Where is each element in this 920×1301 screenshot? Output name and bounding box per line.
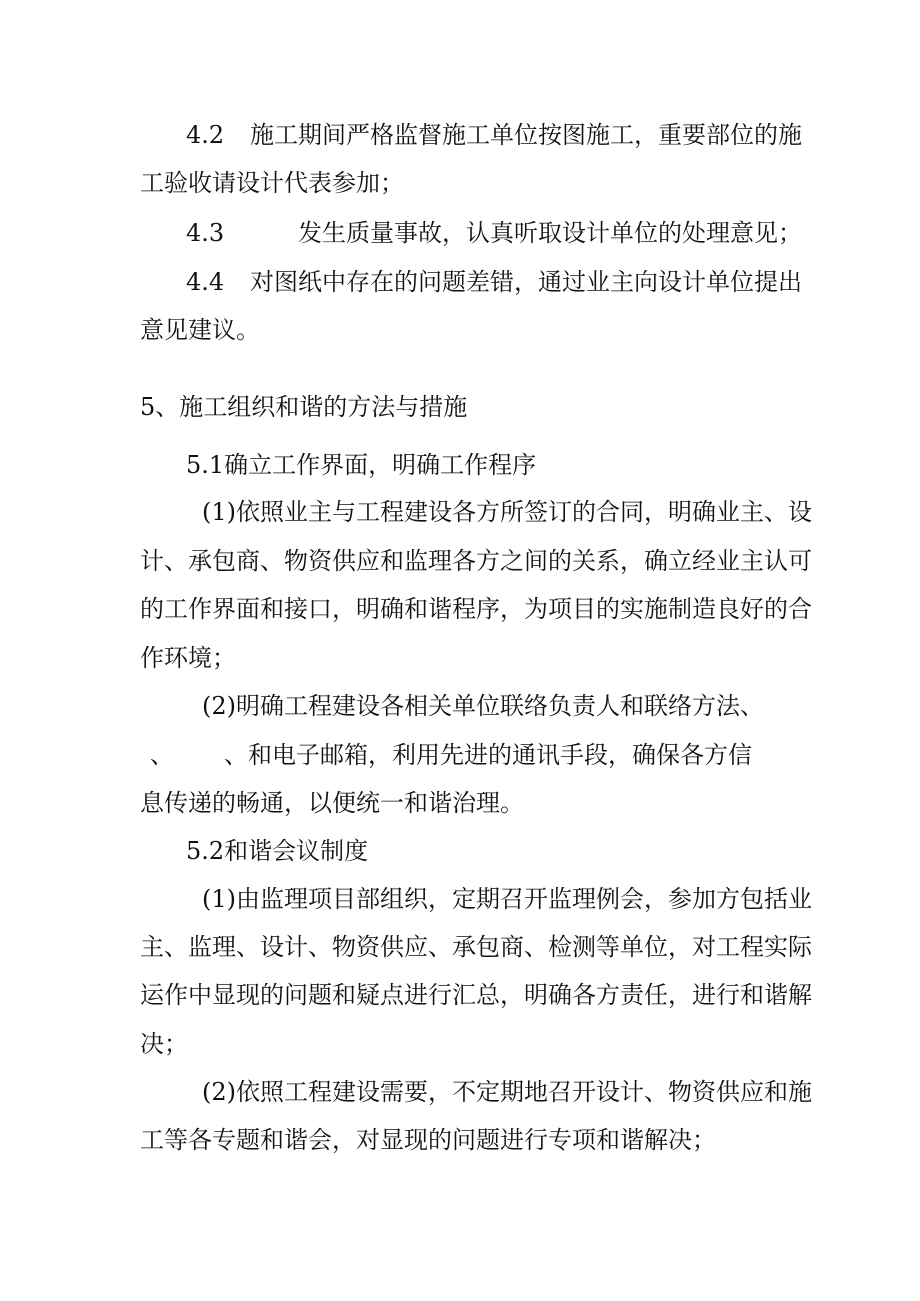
paragraph-line: 运作中显现的问题和疑点进行汇总，明确各方责任，进行和谐解	[140, 981, 812, 1009]
paragraph-fragment: 、	[150, 741, 174, 769]
paragraph-line: 息传递的畅通，以便统一和谐治理。	[140, 789, 524, 817]
paragraph-line: (2)明确工程建设各相关单位联络负责人和联络方法、	[202, 692, 764, 720]
paragraph-line: 施工期间严格监督施工单位按图施工，重要部位的施	[250, 121, 802, 149]
paragraph-line: 的工作界面和接口，明确和谐程序，为项目的实施制造良好的合	[140, 595, 812, 623]
paragraph-line: (1)由监理项目部组织，定期召开监理例会，参加方包括业	[202, 885, 812, 913]
paragraph-line: 对图纸中存在的问题差错，通过业主向设计单位提出	[250, 268, 802, 296]
clause-number-4-2: 4.2	[186, 121, 225, 149]
paragraph-line: 、和电子邮箱，利用先进的通讯手段，确保各方信	[224, 741, 752, 769]
paragraph-line: 发生质量事故，认真听取设计单位的处理意见；	[298, 219, 802, 247]
paragraph-line: 工等各专题和谐会，对显现的问题进行专项和谐解决；	[140, 1126, 716, 1154]
paragraph-line: 工验收请设计代表参加；	[140, 169, 404, 197]
section-heading-5: 5、施工组织和谐的方法与措施	[140, 393, 468, 421]
paragraph-line: 决；	[140, 1030, 188, 1058]
clause-number-4-3: 4.3	[186, 219, 225, 247]
paragraph-line: 意见建议。	[140, 316, 260, 344]
subsection-heading-5-2: 5.2和谐会议制度	[186, 837, 369, 865]
paragraph-line: (1)依照业主与工程建设各方所签订的合同，明确业主、设	[202, 498, 812, 526]
paragraph-line: 计、承包商、物资供应和监理各方之间的关系，确立经业主认可	[140, 547, 812, 575]
clause-number-4-4: 4.4	[186, 268, 225, 296]
paragraph-line: 作环境；	[140, 644, 236, 672]
paragraph-line: 主、监理、设计、物资供应、承包商、检测等单位，对工程实际	[140, 933, 812, 961]
paragraph-line: (2)依照工程建设需要，不定期地召开设计、物资供应和施	[202, 1078, 812, 1106]
subsection-heading-5-1: 5.1确立工作界面，明确工作程序	[186, 451, 537, 479]
